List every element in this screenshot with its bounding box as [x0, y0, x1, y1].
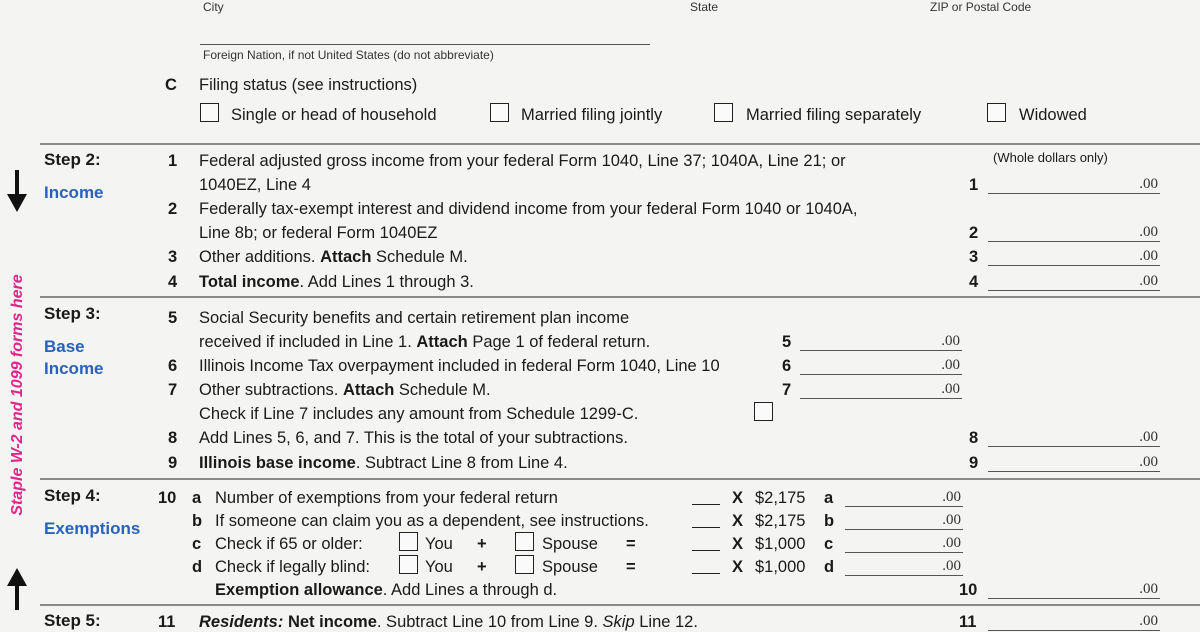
line6-amount-field[interactable]: .00	[800, 354, 962, 375]
line6-mid-number: 6	[782, 357, 792, 375]
schedule-1299c-checkbox[interactable]	[754, 402, 773, 421]
line5-amount-field[interactable]: .00	[800, 330, 962, 351]
married-jointly-checkbox[interactable]	[490, 103, 509, 122]
line10c-you-checkbox[interactable]	[399, 532, 418, 551]
line9-text: Illinois base income. Subtract Line 8 from Line 4.	[199, 454, 568, 472]
line10b-letter: b	[192, 512, 203, 530]
line11-right-number: 11	[959, 613, 977, 631]
line7-check-text: Check if Line 7 includes any amount from Schedule 1299-C.	[199, 405, 639, 423]
step5-title: Step 5:	[44, 611, 101, 630]
line10c-spouse-label: Spouse	[542, 535, 598, 553]
foreign-nation-label: Foreign Nation, if not United States (do not abbreviate)	[203, 48, 494, 62]
divider-step2	[40, 143, 1200, 145]
line10a-letter: a	[192, 489, 202, 507]
filing-status-label: Filing status (see instructions)	[199, 76, 418, 94]
line10b-right-letter: b	[824, 512, 835, 530]
line10c-text: Check if 65 or older:	[215, 535, 363, 553]
line10d-plus: +	[477, 558, 487, 576]
line8-right-number: 8	[969, 429, 979, 447]
line2-amount-field[interactable]: .00	[988, 221, 1160, 242]
filing-status-letter: C	[165, 76, 177, 94]
line10c-spouse-checkbox[interactable]	[515, 532, 534, 551]
line10b-times: X	[732, 512, 744, 530]
step3-name-line1: Base	[44, 337, 85, 356]
line10b-text: If someone can claim you as a dependent, see instructions.	[215, 512, 649, 530]
single-option-label: Single or head of household	[231, 106, 437, 124]
line9-right-number: 9	[969, 454, 979, 472]
line11-text: Residents: Net income. Subtract Line 10 from Line 9. Skip Line 12.	[199, 613, 698, 631]
line10b-rate: $2,175	[755, 512, 806, 530]
line10a-right-letter: a	[824, 489, 834, 507]
line2-text-b: Line 8b; or federal Form 1040EZ	[199, 224, 438, 242]
divider-step4	[40, 478, 1200, 480]
line10d-letter: d	[192, 558, 203, 576]
staple-instruction: Staple W-2 and 1099 forms here	[9, 274, 26, 516]
line10b-amount-field[interactable]: .00	[845, 509, 963, 530]
line10d-text: Check if legally blind:	[215, 558, 370, 576]
step4-name: Exemptions	[44, 519, 141, 538]
step2-name: Income	[44, 183, 104, 202]
line11-number: 11	[158, 613, 176, 631]
line9-amount-field[interactable]: .00	[988, 451, 1160, 472]
line10c-rate: $1,000	[755, 535, 806, 553]
line8-text: Add Lines 5, 6, and 7. This is the total of your subtractions.	[199, 429, 628, 447]
line3-text: Other additions. Attach Schedule M.	[199, 248, 468, 266]
line7-text: Other subtractions. Attach Schedule M.	[199, 381, 491, 399]
line10a-amount-field[interactable]: .00	[845, 486, 963, 507]
state-label: State	[690, 0, 719, 14]
widowed-checkbox[interactable]	[987, 103, 1006, 122]
line10d-you-checkbox[interactable]	[399, 555, 418, 574]
line10d-you-label: You	[425, 558, 453, 576]
line10-number: 10	[158, 489, 177, 507]
married-separately-checkbox[interactable]	[714, 103, 733, 122]
line6-text: Illinois Income Tax overpayment included in federal Form 1040, Line 10	[199, 357, 720, 375]
married-separately-option-label: Married filing separately	[746, 106, 922, 124]
line10a-rate: $2,175	[755, 489, 806, 507]
exemption-allowance-text: Exemption allowance. Add Lines a through d.	[215, 581, 558, 599]
line3-right-number: 3	[969, 248, 979, 266]
line4-right-number: 4	[969, 273, 979, 291]
divider-step5	[40, 604, 1200, 606]
line10c-times: X	[732, 535, 744, 553]
line10d-spouse-label: Spouse	[542, 558, 598, 576]
line6-number: 6	[168, 357, 178, 375]
line10d-amount-field[interactable]: .00	[845, 555, 963, 576]
line10c-count-field[interactable]	[692, 550, 720, 551]
zip-label: ZIP or Postal Code	[930, 0, 1032, 14]
line10c-equals: =	[626, 535, 636, 553]
line10c-amount-field[interactable]: .00	[845, 532, 963, 553]
line1-right-number: 1	[969, 176, 979, 194]
line1-amount-field[interactable]: .00	[988, 173, 1160, 194]
line5-number: 5	[168, 309, 178, 327]
step2-title: Step 2:	[44, 150, 101, 169]
line10a-times: X	[732, 489, 744, 507]
line3-amount-field[interactable]: .00	[988, 245, 1160, 266]
line5-mid-number: 5	[782, 333, 792, 351]
line10d-rate: $1,000	[755, 558, 806, 576]
line10d-right-letter: d	[824, 558, 835, 576]
arrow-down-icon	[6, 170, 28, 212]
line10c-letter: c	[192, 535, 202, 553]
line1-text-a: Federal adjusted gross income from your federal Form 1040, Line 37; 1040A, Line 21; or	[199, 152, 846, 170]
single-checkbox[interactable]	[200, 103, 219, 122]
line11-amount-field[interactable]: .00	[988, 610, 1160, 631]
line9-number: 9	[168, 454, 178, 472]
divider-step3	[40, 296, 1200, 298]
line8-amount-field[interactable]: .00	[988, 426, 1160, 447]
step3-name-line2: Income	[44, 359, 104, 378]
married-jointly-option-label: Married filing jointly	[521, 106, 663, 124]
line10-right-number: 10	[959, 581, 978, 599]
line2-right-number: 2	[969, 224, 979, 242]
line10d-times: X	[732, 558, 744, 576]
arrow-up-icon	[6, 568, 28, 610]
line10-amount-field[interactable]: .00	[988, 578, 1160, 599]
line5-text-a: Social Security benefits and certain retirement plan income	[199, 309, 630, 327]
city-label: City	[203, 0, 224, 14]
line7-mid-number: 7	[782, 381, 792, 399]
line10a-text: Number of exemptions from your federal return	[215, 489, 558, 507]
line2-number: 2	[168, 200, 178, 218]
step4-title: Step 4:	[44, 486, 101, 505]
line7-number: 7	[168, 381, 178, 399]
line10d-count-field[interactable]	[692, 573, 720, 574]
line1-text-b: 1040EZ, Line 4	[199, 176, 311, 194]
whole-dollars-note: (Whole dollars only)	[993, 150, 1108, 165]
line3-number: 3	[168, 248, 178, 266]
step3-title: Step 3:	[44, 304, 101, 323]
line4-text: Total income. Add Lines 1 through 3.	[199, 273, 474, 291]
line1-number: 1	[168, 152, 178, 170]
line2-text-a: Federally tax-exempt interest and dividend income from your federal Form 1040 or 1040A,	[199, 200, 858, 218]
line10d-spouse-checkbox[interactable]	[515, 555, 534, 574]
widowed-option-label: Widowed	[1019, 106, 1087, 124]
line10b-count-field[interactable]	[692, 527, 720, 528]
line5-text-b: received if included in Line 1. Attach Page 1 of federal return.	[199, 333, 651, 351]
line4-amount-field[interactable]: .00	[988, 270, 1160, 291]
line10c-plus: +	[477, 535, 487, 553]
line10d-equals: =	[626, 558, 636, 576]
line10c-you-label: You	[425, 535, 453, 553]
line8-number: 8	[168, 429, 178, 447]
line10c-right-letter: c	[824, 535, 834, 553]
foreign-nation-field[interactable]	[200, 44, 650, 45]
line7-amount-field[interactable]: .00	[800, 378, 962, 399]
line10a-count-field[interactable]	[692, 504, 720, 505]
line4-number: 4	[168, 273, 178, 291]
